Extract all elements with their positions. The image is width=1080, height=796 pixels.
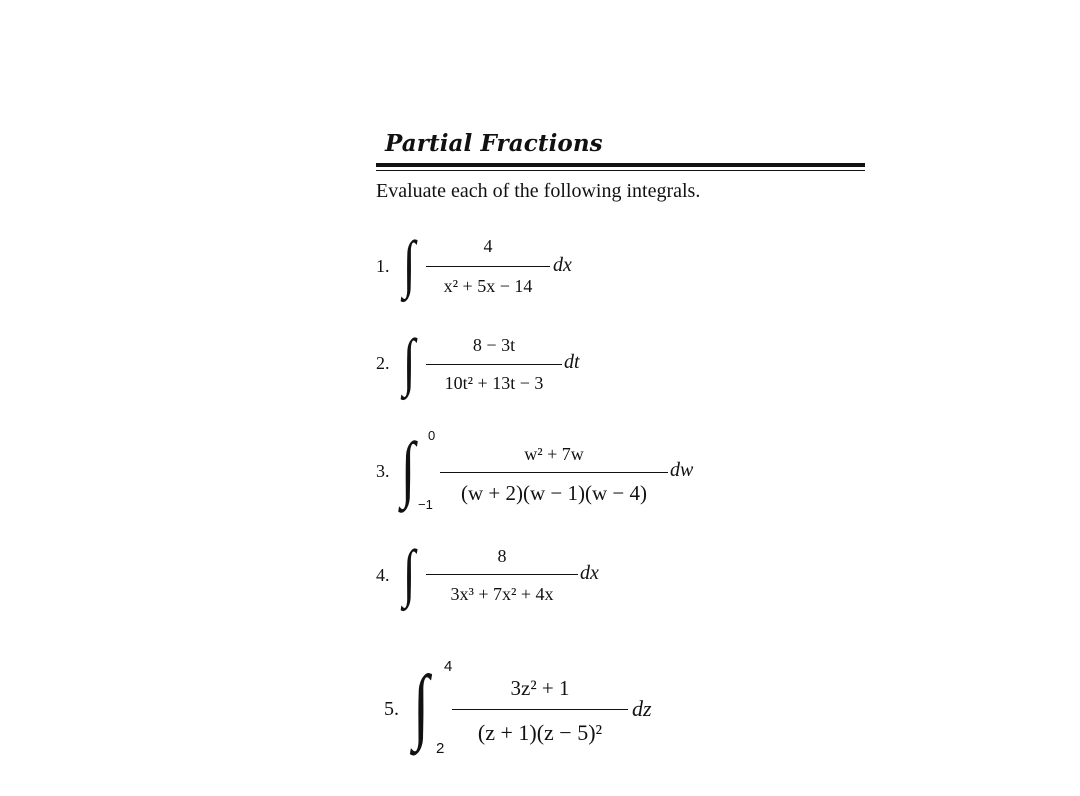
problem-number: 2.: [376, 353, 390, 373]
page-title: Partial Fractions: [385, 130, 603, 157]
fraction-bar: [426, 574, 578, 575]
fraction-bar: [426, 266, 550, 267]
denominator: x² + 5x − 14: [443, 276, 533, 296]
integral-sign-icon: ∫: [403, 537, 416, 608]
numerator: w² + 7w: [524, 444, 584, 464]
numerator: 4: [483, 236, 493, 256]
denominator: 3x³ + 7x² + 4x: [450, 584, 554, 604]
instructions: Evaluate each of the following integrals.: [376, 180, 701, 202]
denominator: (w + 2)(w − 1)(w − 4): [461, 481, 647, 505]
problem-number: 3.: [376, 461, 390, 481]
title-rule-thin: [376, 170, 865, 171]
differential: dt: [564, 351, 580, 373]
fraction-bar: [426, 364, 562, 365]
denominator: 10t² + 13t − 3: [444, 373, 544, 393]
numerator: 8 − 3t: [472, 335, 516, 355]
lower-limit: 2: [436, 740, 445, 757]
problem-number: 1.: [376, 256, 390, 276]
numerator: 3z² + 1: [510, 676, 570, 700]
upper-limit: 0: [428, 428, 436, 443]
differential: dx: [580, 562, 599, 584]
problem-number: 5.: [384, 698, 399, 720]
integral-sign-icon: ∫: [401, 428, 416, 510]
differential: dx: [553, 254, 572, 276]
numerator: 8: [497, 546, 507, 566]
integral-sign-icon: ∫: [413, 659, 430, 752]
differential: dw: [670, 459, 694, 481]
problem-number: 4.: [376, 565, 390, 585]
denominator: (z + 1)(z − 5)²: [477, 720, 603, 745]
differential: dz: [632, 696, 652, 721]
title-rule-thick: [376, 163, 865, 167]
fraction-bar: [452, 709, 628, 710]
integral-sign-icon: ∫: [403, 326, 416, 397]
integral-sign-icon: ∫: [403, 228, 416, 299]
lower-limit: −1: [418, 497, 433, 512]
fraction-bar: [440, 472, 668, 473]
upper-limit: 4: [444, 658, 453, 675]
